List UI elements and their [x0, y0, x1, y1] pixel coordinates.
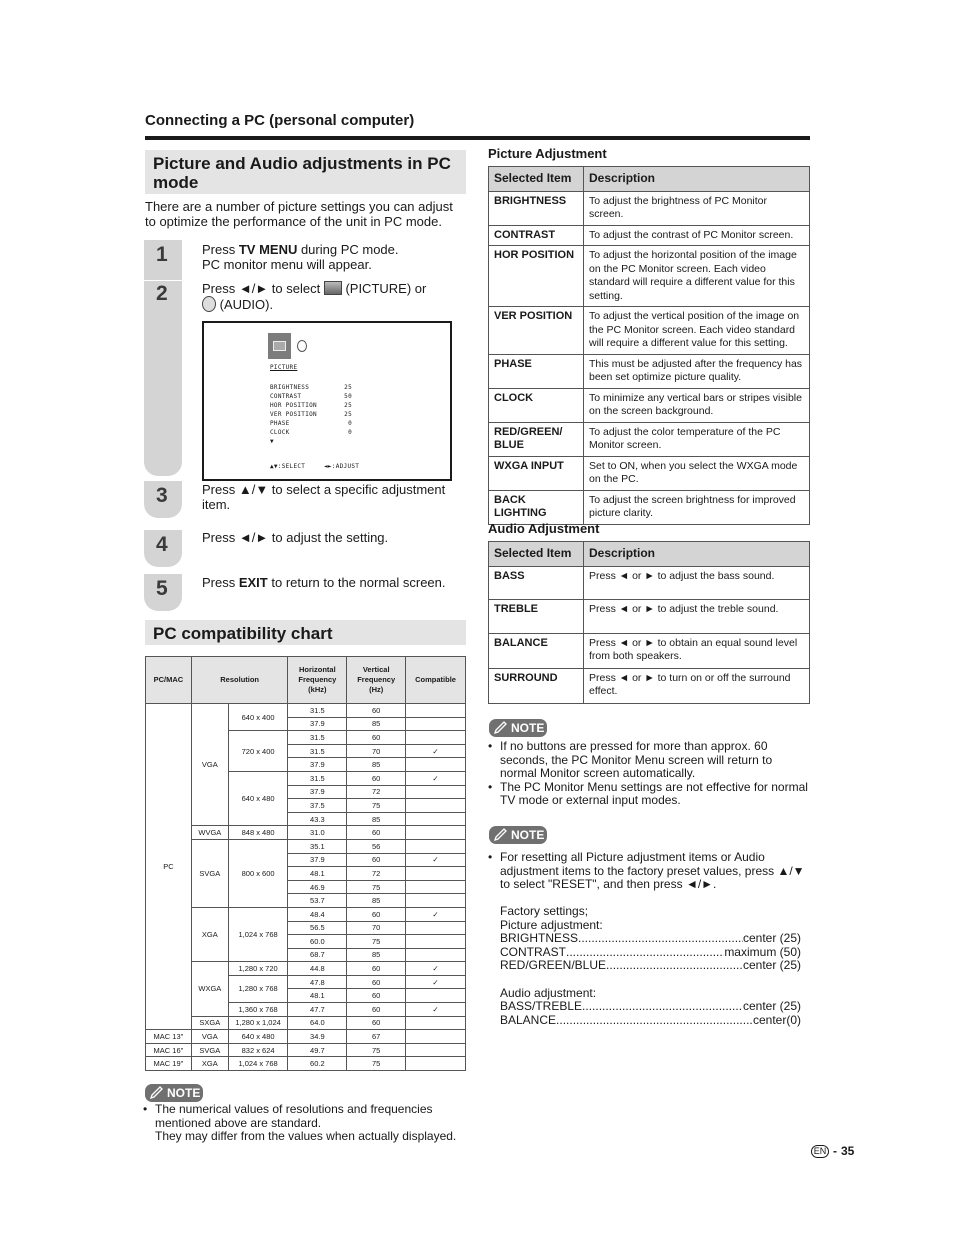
- table-cell: 85: [347, 717, 406, 731]
- step-bar-4: [144, 530, 182, 567]
- table-cell: 43.3: [288, 812, 347, 826]
- table-cell: 60: [347, 989, 406, 1003]
- item-cell: CONTRAST: [489, 225, 584, 246]
- table-row: [489, 566, 810, 599]
- col-pcmac: PC/MAC: [146, 657, 192, 704]
- table-cell: 67: [347, 1030, 406, 1044]
- table-cell: 47.7: [288, 1003, 347, 1017]
- signal-cell: WVGA: [191, 826, 228, 840]
- table-cell: 72: [347, 867, 406, 881]
- description-cell: Press ◄ or ► to turn on or off the surround effect.: [584, 668, 810, 703]
- table-cell: 75: [347, 880, 406, 894]
- audio-adjustment-table: [488, 541, 810, 704]
- table-header-row: [489, 542, 810, 567]
- picture-audio-heading: Picture and Audio adjustments in PC mode: [145, 150, 466, 194]
- table-cell: 31.5: [288, 744, 347, 758]
- col-selected-item: Selected Item: [489, 542, 584, 567]
- table-cell: 75: [347, 1043, 406, 1057]
- description-cell: Press ◄ or ► to obtain an equal sound level from both speakers.: [584, 633, 810, 668]
- table-row: [146, 1057, 466, 1071]
- table-row: [146, 962, 466, 976]
- table-row: [489, 599, 810, 633]
- table-cell: 49.7: [288, 1043, 347, 1057]
- table-cell: [406, 948, 466, 962]
- table-cell: ✓: [406, 962, 466, 976]
- table-cell: 60: [347, 1003, 406, 1017]
- table-cell: 60.2: [288, 1057, 347, 1071]
- item-cell: PHASE: [489, 354, 584, 388]
- table-cell: 85: [347, 812, 406, 826]
- table-cell: [406, 921, 466, 935]
- exit-key: EXIT: [238, 575, 268, 590]
- signal-cell: XGA: [191, 907, 228, 961]
- pencil-icon: [149, 1086, 165, 1100]
- factory-settings: [500, 905, 801, 1027]
- table-cell: XGA: [191, 1057, 228, 1071]
- table-cell: 60.0: [288, 935, 347, 949]
- item-cell: RED/GREEN/ BLUE: [489, 422, 584, 456]
- table-cell: 46.9: [288, 880, 347, 894]
- item-cell: TREBLE: [489, 599, 584, 633]
- osd-item: VER POSITION 25: [270, 411, 352, 418]
- step-1-post: during PC mode.: [297, 242, 399, 257]
- language-badge: EN: [811, 1145, 829, 1158]
- item-cell: BRIGHTNESS: [489, 191, 584, 225]
- osd-item: CONTRAST 50: [270, 393, 352, 400]
- table-cell: 68.7: [288, 948, 347, 962]
- resolution-cell: 848 x 480: [228, 826, 288, 840]
- section-header: Connecting a PC (personal computer): [145, 112, 415, 129]
- audio-adjustment-title: Audio Adjustment: [488, 521, 600, 536]
- table-cell: 31.5: [288, 704, 347, 718]
- table-cell: 37.5: [288, 799, 347, 813]
- list-item: • If no buttons are pressed for more than approx. 60 seconds, the PC Monitor Menu screen will return to normal Monitor screen automatically.: [488, 740, 810, 781]
- tv-menu-key: TV MENU: [238, 242, 298, 257]
- signal-cell: SVGA: [191, 839, 228, 907]
- step-number-2: 2: [156, 282, 168, 305]
- table-cell: 31.5: [288, 731, 347, 745]
- osd-item: PHASE 0: [270, 420, 352, 427]
- table-cell: [406, 758, 466, 772]
- table-cell: 34.9: [288, 1030, 347, 1044]
- resolution-cell: 640 x 400: [228, 704, 288, 731]
- resolution-cell: 640 x 480: [228, 771, 288, 825]
- table-row: [489, 490, 810, 524]
- table-cell: 60: [347, 975, 406, 989]
- table-cell: [406, 1043, 466, 1057]
- right-note2-list: [488, 851, 806, 892]
- table-cell: 37.9: [288, 853, 347, 867]
- table-cell: [406, 1057, 466, 1071]
- resolution-cell: 1,280 x 1,024: [228, 1016, 288, 1030]
- col-hfreq: Horizontal Frequency (kHz): [288, 657, 347, 704]
- list-item: • For resetting all Picture adjustment items or Audio adjustment items to the factory preset values, press ▲/▼ to select "RESET", and then press ◄/►.: [488, 851, 806, 892]
- table-cell: 85: [347, 758, 406, 772]
- resolution-cell: 1,360 x 768: [228, 1003, 288, 1017]
- table-cell: 48.4: [288, 907, 347, 921]
- osd-adjust-hint: ◄►:ADJUST: [324, 463, 360, 470]
- table-row: [146, 839, 466, 853]
- table-row: [489, 307, 810, 355]
- signal-cell: VGA: [191, 704, 228, 826]
- osd-item: CLOCK 0: [270, 429, 352, 436]
- picture-adjustment-label: Picture adjustment:: [500, 917, 603, 932]
- table-cell: 72: [347, 785, 406, 799]
- table-cell: 31.5: [288, 771, 347, 785]
- item-cell: CLOCK: [489, 388, 584, 422]
- table-cell: [406, 867, 466, 881]
- table-cell: 60: [347, 907, 406, 921]
- table-cell: MAC 16": [146, 1043, 192, 1057]
- table-row: [489, 388, 810, 422]
- col-compatible: Compatible: [406, 657, 466, 704]
- col-resolution: Resolution: [191, 657, 288, 704]
- description-cell: Press ◄ or ► to adjust the bass sound.: [584, 566, 810, 599]
- table-cell: [406, 785, 466, 799]
- pc-cell: PC: [146, 704, 192, 1030]
- description-cell: To adjust the screen brightness for improved picture clarity.: [584, 490, 810, 524]
- item-cell: BALANCE: [489, 633, 584, 668]
- table-row: [489, 633, 810, 668]
- pc-chart-heading: PC compatibility chart: [145, 620, 466, 645]
- note-badge: NOTE: [489, 719, 547, 737]
- table-header-row: [489, 167, 810, 192]
- table-cell: 56: [347, 839, 406, 853]
- description-cell: Set to ON, when you select the WXGA mode on the PC.: [584, 456, 810, 490]
- resolution-cell: 1,280 x 720: [228, 962, 288, 976]
- step-2-part-b: (PICTURE) or: [341, 281, 427, 296]
- step-number-3: 3: [156, 484, 168, 507]
- table-row: [489, 422, 810, 456]
- col-selected-item: Selected Item: [489, 167, 584, 192]
- step-3-text: Press ▲/▼ to select a specific adjustment item.: [202, 482, 446, 512]
- table-cell: MAC 19": [146, 1057, 192, 1071]
- table-cell: ✓: [406, 907, 466, 921]
- step-2-text: [202, 281, 462, 312]
- table-cell: [406, 880, 466, 894]
- table-cell: 53.7: [288, 894, 347, 908]
- table-cell: 60: [347, 853, 406, 867]
- osd-item: BRIGHTNESS 25: [270, 384, 352, 391]
- description-cell: To adjust the brightness of PC Monitor screen.: [584, 191, 810, 225]
- osd-item-list: [270, 383, 352, 446]
- description-cell: To adjust the color temperature of the PC Monitor screen.: [584, 422, 810, 456]
- item-cell: WXGA INPUT: [489, 456, 584, 490]
- table-cell: [406, 839, 466, 853]
- table-cell: 70: [347, 921, 406, 935]
- table-cell: 60: [347, 731, 406, 745]
- table-row: [489, 246, 810, 307]
- table-cell: [406, 1016, 466, 1030]
- table-cell: 60: [347, 826, 406, 840]
- step-2-part-c: (AUDIO).: [216, 297, 274, 312]
- description-cell: To adjust the horizontal position of the image on the PC Monitor screen. Each video standard will require a different value for this setting.: [584, 246, 810, 307]
- table-cell: 37.9: [288, 785, 347, 799]
- note-badge: NOTE: [489, 826, 547, 844]
- picture-adjustment-title: Picture Adjustment: [488, 146, 607, 161]
- table-cell: ✓: [406, 771, 466, 785]
- table-row: [146, 1016, 466, 1030]
- osd-item: HOR POSITION 25: [270, 402, 352, 409]
- table-cell: 640 x 480: [228, 1030, 288, 1044]
- table-cell: ✓: [406, 1003, 466, 1017]
- table-row: [146, 1043, 466, 1057]
- step-bar-1-2: [144, 240, 182, 476]
- table-cell: 85: [347, 894, 406, 908]
- osd-picture-icon: [268, 333, 291, 359]
- table-cell: 832 x 624: [228, 1043, 288, 1057]
- item-cell: BASS: [489, 566, 584, 599]
- table-row: [146, 1030, 466, 1044]
- resolution-cell: 1,024 x 768: [228, 907, 288, 961]
- list-item: • The numerical values of resolutions and frequencies mentioned above are standard. They may differ from the values when actually displayed.: [143, 1103, 463, 1144]
- table-cell: 60: [347, 771, 406, 785]
- table-cell: 75: [347, 1057, 406, 1071]
- table-cell: 75: [347, 799, 406, 813]
- table-cell: SVGA: [191, 1043, 228, 1057]
- step-1-pre: Press: [202, 242, 239, 257]
- osd-more-arrow: ▼: [270, 438, 274, 445]
- description-cell: Press ◄ or ► to adjust the treble sound.: [584, 599, 810, 633]
- table-cell: 60: [347, 704, 406, 718]
- step-number-1: 1: [156, 243, 168, 266]
- step-2-part-a: Press ◄/► to select: [202, 281, 324, 296]
- table-row: [489, 225, 810, 246]
- table-cell: [406, 812, 466, 826]
- osd-audio-icon: [297, 340, 307, 352]
- table-row: [146, 826, 466, 840]
- table-header-row: [146, 657, 466, 704]
- description-cell: This must be adjusted after the frequency has been set optimize picture quality.: [584, 354, 810, 388]
- factory-setting-line: RED/GREEN/BLUE ..... center (25): [500, 959, 801, 973]
- step-5-pre: Press: [202, 575, 239, 590]
- description-cell: To minimize any vertical bars or stripes visible on the screen background.: [584, 388, 810, 422]
- table-cell: 47.8: [288, 975, 347, 989]
- right-note1-list: [488, 740, 810, 808]
- step-1-line2: PC monitor menu will appear.: [202, 257, 372, 272]
- item-cell: HOR POSITION: [489, 246, 584, 307]
- page-number-value: 35: [841, 1144, 855, 1158]
- table-cell: 31.0: [288, 826, 347, 840]
- table-cell: [406, 1030, 466, 1044]
- table-cell: 85: [347, 948, 406, 962]
- resolution-cell: 720 x 400: [228, 731, 288, 772]
- item-cell: SURROUND: [489, 668, 584, 703]
- table-row: [489, 191, 810, 225]
- table-cell: 70: [347, 744, 406, 758]
- signal-cell: WXGA: [191, 962, 228, 1016]
- table-row: [489, 456, 810, 490]
- step-number-5: 5: [156, 577, 168, 600]
- resolution-cell: 1,280 x 768: [228, 975, 288, 1002]
- resolution-cell: 800 x 600: [228, 839, 288, 907]
- page-separator: -: [833, 1144, 837, 1158]
- table-cell: [406, 717, 466, 731]
- table-cell: ✓: [406, 975, 466, 989]
- table-row: [489, 354, 810, 388]
- picture-adjustment-table: [488, 166, 810, 525]
- table-cell: 75: [347, 935, 406, 949]
- picture-icon: [324, 281, 342, 295]
- left-note-list: [143, 1103, 463, 1144]
- item-cell: VER POSITION: [489, 307, 584, 355]
- table-cell: [406, 989, 466, 1003]
- table-cell: 37.9: [288, 717, 347, 731]
- description-cell: To adjust the contrast of PC Monitor screen.: [584, 225, 810, 246]
- table-cell: [406, 704, 466, 718]
- factory-setting-line: BALANCE ..... center(0): [500, 1014, 801, 1028]
- factory-setting-line: BRIGHTNESS ..... center (25): [500, 932, 801, 946]
- table-cell: 48.1: [288, 867, 347, 881]
- pencil-icon: [493, 828, 509, 842]
- col-vfreq: Vertical Frequency (Hz): [347, 657, 406, 704]
- step-number-4: 4: [156, 533, 168, 556]
- signal-cell: SXGA: [191, 1016, 228, 1030]
- table-row: [146, 704, 466, 718]
- step-1-text: [202, 242, 462, 272]
- description-cell: To adjust the vertical position of the image on the PC Monitor screen. Each video standard will require a different value for this setting.: [584, 307, 810, 355]
- table-cell: 64.0: [288, 1016, 347, 1030]
- table-cell: ✓: [406, 744, 466, 758]
- note-badge: NOTE: [145, 1084, 203, 1102]
- list-item: • The PC Monitor Menu settings are not effective for normal TV mode or external input modes.: [488, 781, 810, 808]
- step-5-post: to return to the normal screen.: [267, 575, 446, 590]
- step-divider: [144, 280, 182, 281]
- pc-compatibility-table: [145, 656, 466, 1071]
- osd-tab-label: PICTURE: [270, 364, 298, 371]
- pencil-icon: [493, 721, 509, 735]
- step-bar-5: [144, 574, 182, 611]
- table-cell: MAC 13": [146, 1030, 192, 1044]
- osd-select-hint: ▲▼:SELECT: [270, 463, 306, 470]
- table-cell: 60: [347, 962, 406, 976]
- table-cell: 60: [347, 1016, 406, 1030]
- table-cell: 37.9: [288, 758, 347, 772]
- table-cell: [406, 799, 466, 813]
- table-cell: 35.1: [288, 839, 347, 853]
- page-number: [811, 1144, 854, 1158]
- intro-text: There are a number of picture settings you can adjust to optimize the performance of the unit in PC mode.: [145, 199, 453, 229]
- table-cell: 44.8: [288, 962, 347, 976]
- osd-menu-screen: [202, 321, 452, 481]
- table-row: [146, 907, 466, 921]
- header-rule: [145, 136, 810, 140]
- step-bar-3: [144, 481, 182, 518]
- factory-setting-line: CONTRAST ..... maximum (50): [500, 946, 801, 960]
- step-4-text: Press ◄/► to adjust the setting.: [202, 530, 389, 545]
- factory-setting-line: BASS/TREBLE ..... center (25): [500, 1000, 801, 1014]
- col-description: Description: [584, 167, 810, 192]
- table-row: [489, 668, 810, 703]
- step-5-text: [202, 575, 467, 590]
- audio-icon: [202, 296, 216, 312]
- item-cell: BACK LIGHTING: [489, 490, 584, 524]
- table-cell: ✓: [406, 853, 466, 867]
- table-cell: VGA: [191, 1030, 228, 1044]
- table-cell: [406, 826, 466, 840]
- table-cell: 1,024 x 768: [228, 1057, 288, 1071]
- table-cell: 56.5: [288, 921, 347, 935]
- table-cell: [406, 731, 466, 745]
- col-description: Description: [584, 542, 810, 567]
- table-cell: [406, 935, 466, 949]
- table-cell: 48.1: [288, 989, 347, 1003]
- audio-adjustment-label: Audio adjustment:: [500, 985, 597, 1000]
- table-cell: [406, 894, 466, 908]
- factory-label: Factory settings;: [500, 904, 589, 918]
